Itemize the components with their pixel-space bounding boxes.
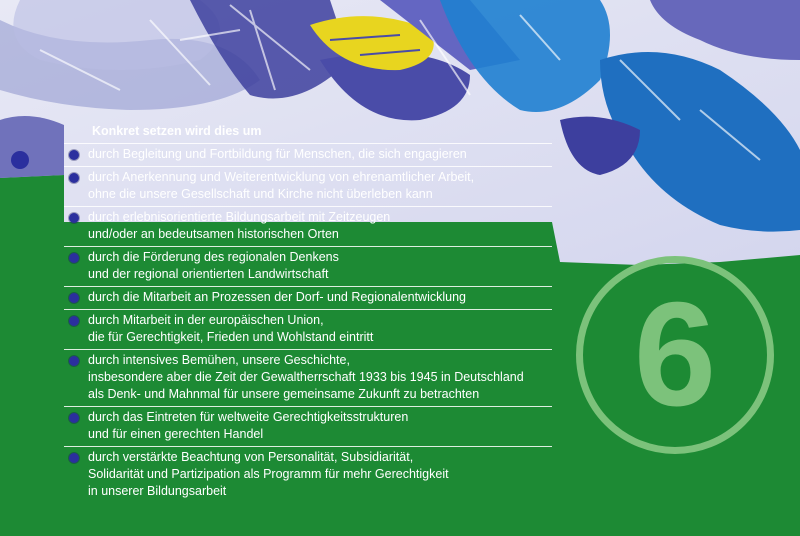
list-item-line: ohne die unsere Gesellschaft und Kirche nicht überleben kann: [88, 187, 433, 201]
list-item-line: durch Begleitung und Fortbildung für Menschen, die sich engagieren: [88, 147, 467, 161]
list-item: [64, 310, 552, 350]
list-item-line: und der regional orientierten Landwirtschaft: [88, 267, 329, 281]
list-item-line: durch intensives Bemühen, unsere Geschichte,: [88, 353, 350, 367]
list-item-line: durch erlebnisorientierte Bildungsarbeit mit Zeitzeugen: [88, 210, 391, 224]
list-item-line: als Denk- und Mahnmal für unsere gemeinsame Zukunft zu betrachten: [88, 387, 480, 401]
number-badge: [576, 256, 776, 456]
list-item: [64, 447, 552, 503]
list-heading: Konkret setzen wird dies um: [64, 120, 552, 144]
list-item-line: und für einen gerechten Handel: [88, 427, 264, 441]
list-item-line: durch die Förderung des regionalen Denkens: [88, 250, 339, 264]
list-item-line: und/oder an bedeutsamen historischen Orten: [88, 227, 339, 241]
bullet-icon: [69, 150, 79, 160]
list-item-line: insbesondere aber die Zeit der Gewaltherrschaft 1933 bis 1945 in Deutschland: [88, 370, 524, 384]
list-items: [64, 144, 552, 503]
badge-number: 6: [633, 272, 717, 437]
list-item: [64, 407, 552, 447]
list-item-line: Solidarität und Partizipation als Programm für mehr Gerechtigkeit: [88, 467, 449, 481]
list-item-line: durch die Mitarbeit an Prozessen der Dorf- und Regionalentwicklung: [88, 290, 466, 304]
list-item-line: die für Gerechtigkeit, Frieden und Wohlstand eintritt: [88, 330, 374, 344]
bullet-icon: [69, 356, 79, 366]
list-item-line: durch verstärkte Beachtung von Personalität, Subsidiarität,: [88, 450, 414, 464]
list-item-line: durch das Eintreten für weltweite Gerechtigkeitsstrukturen: [88, 410, 409, 424]
list-item: [64, 207, 552, 247]
list-item: [64, 247, 552, 287]
bullet-icon: [69, 213, 79, 223]
bullet-icon: [69, 253, 79, 263]
bullet-icon: [69, 413, 79, 423]
bullet-icon: [69, 316, 79, 326]
list-item: [64, 167, 552, 207]
list-item: [64, 350, 552, 407]
list-item-line: durch Mitarbeit in der europäischen Union,: [88, 313, 324, 327]
list-item-line: in unserer Bildungsarbeit: [88, 484, 227, 498]
bullet-icon: [69, 173, 79, 183]
measures-list: [64, 120, 552, 503]
bullet-icon: [69, 293, 79, 303]
bullet-icon: [69, 453, 79, 463]
list-item: [64, 287, 552, 310]
list-item-line: durch Anerkennung und Weiterentwicklung von ehrenamtlicher Arbeit,: [88, 170, 475, 184]
list-item: [64, 144, 552, 167]
